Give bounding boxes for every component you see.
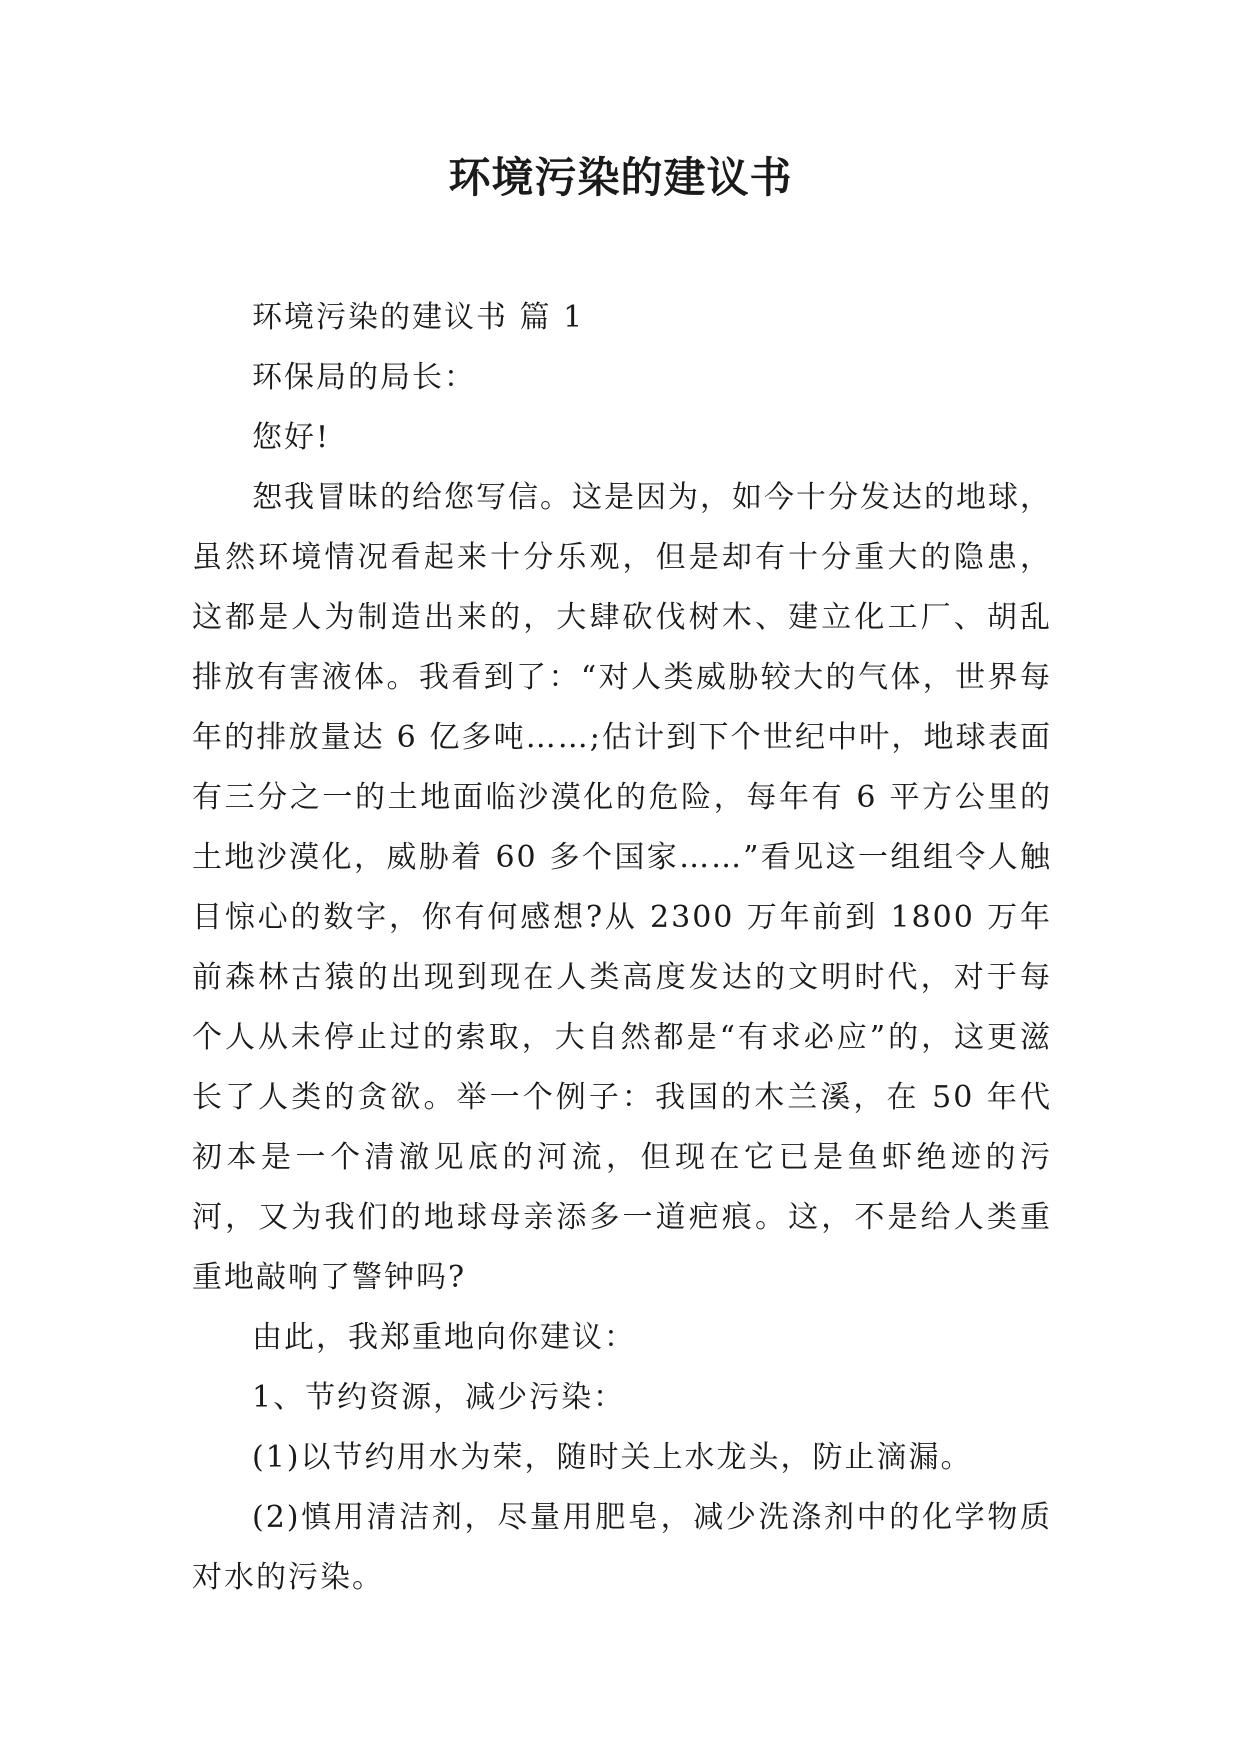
suggestion-intro: 由此，我郑重地向你建议： — [252, 1320, 636, 1355]
suggestion-item-1: 1、节约资源，减少污染： — [252, 1380, 626, 1415]
suggestion-subitem-2: (2)慎用清洁剂，尽量用肥皂，减少洗涤剂中的化学物质对水的污染。 — [192, 1500, 1052, 1595]
document-body — [192, 288, 1052, 1608]
suggestion-subitem-1: (1)以节约用水为荣，随时关上水龙头，防止滴漏。 — [252, 1440, 973, 1475]
section-heading: 环境污染的建议书 篇 1 — [252, 300, 585, 335]
salutation-recipient: 环保局的局长： — [252, 360, 476, 395]
document-title: 环境污染的建议书 — [448, 153, 793, 202]
greeting: 您好! — [252, 420, 331, 455]
body-paragraph: 恕我冒昧的给您写信。这是因为，如今十分发达的地球，虽然环境情况看起来十分乐观，但是却有十分重大的隐患，这都是人为制造出来的，大肆砍伐树木、建立化工厂、胡乱排放有害液体。我看到了：“对人类威胁较大的气体，世界每年的排放量达 6 亿多吨……;估计到下个世纪中叶，地球表面有三分之一的土地面临沙漠化的危险，每年有 6 平方公里的土地沙漠化，威胁着 60 多个国家……”看见这一组组令人触目惊心的数字，你有何感想?从 2300 万年前到 1800 万年前森林古猿的出现到现在人类高度发达的文明时代，对于每个人从未停止过的索取，大自然都是“有求必应”的，这更滋长了人类的贪欲。举一个例子：我国的木兰溪，在 50 年代初本是一个清澈见底的河流，但现在它已是鱼虾绝迹的污河，又为我们的地球母亲添多一道疤痕。这，不是给人类重重地敲响了警钟吗? — [192, 480, 1052, 1295]
